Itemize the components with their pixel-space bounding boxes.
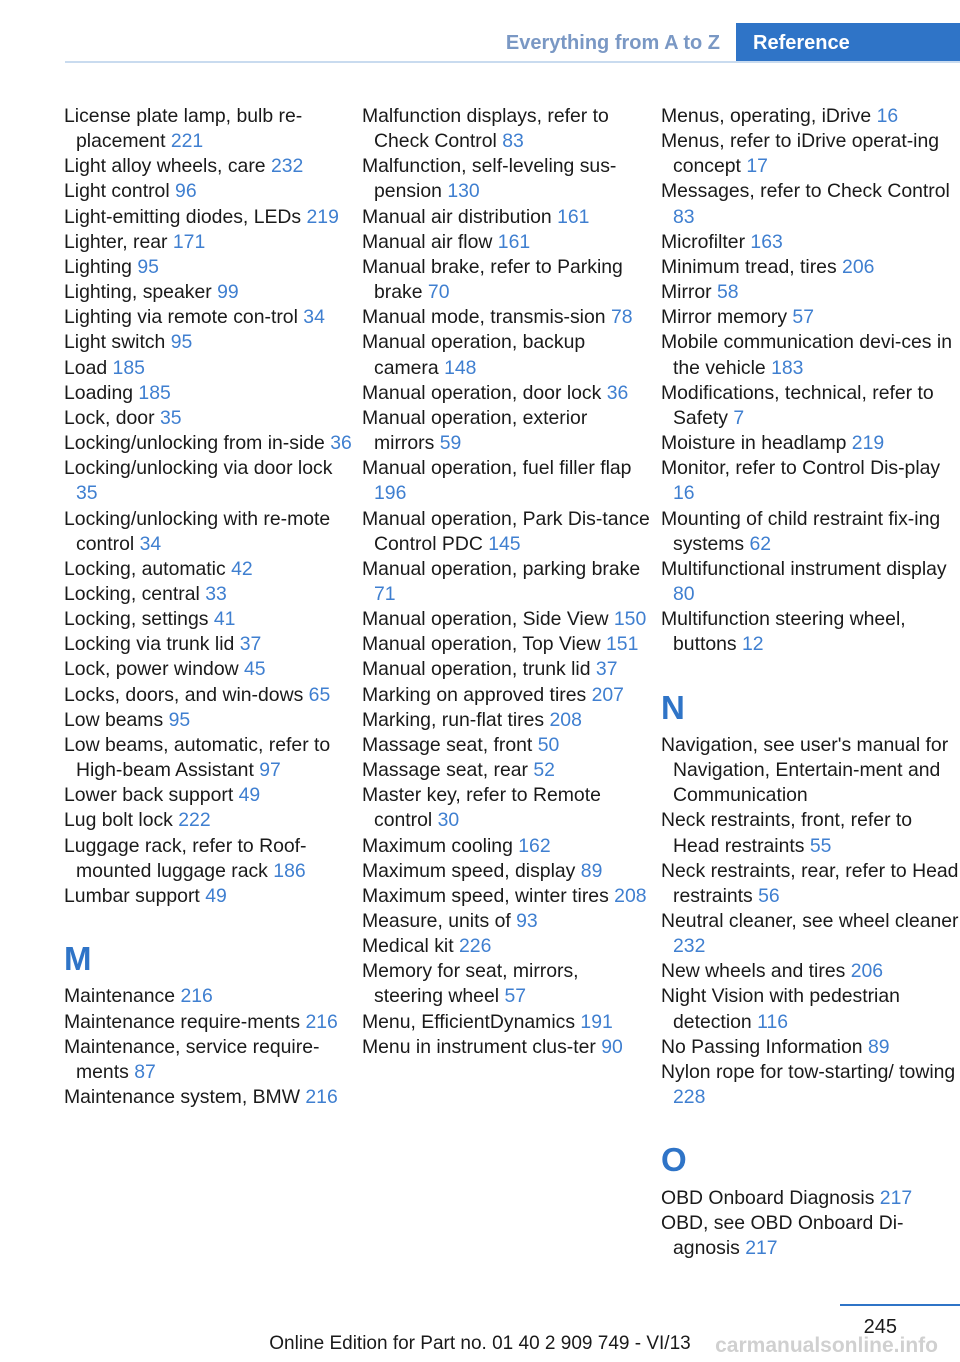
index-entry xyxy=(362,507,652,557)
index-entry-term: Lock, power window xyxy=(64,658,239,681)
index-entry xyxy=(362,708,652,733)
index-letter-heading: O xyxy=(661,1141,687,1179)
index-entry xyxy=(362,632,652,657)
index-entry-term: Microfilter xyxy=(661,230,746,253)
index-entry-page-link[interactable]: 208 xyxy=(614,884,647,907)
index-entry xyxy=(661,431,960,456)
index-entry-term: Manual operation, Park Dis-tance Control PDC xyxy=(362,507,650,555)
header-divider xyxy=(65,61,960,63)
index-entry-term: Locking/unlocking with re-mote control xyxy=(64,507,331,555)
index-entry xyxy=(64,255,354,280)
index-entry xyxy=(362,959,652,1009)
index-entry-page-link[interactable]: 95 xyxy=(137,255,159,278)
index-entry-term: Measure, units of xyxy=(362,910,511,932)
index-entry xyxy=(64,1035,354,1085)
index-entry-term: Master key, refer to Remote control xyxy=(362,784,601,832)
index-entry xyxy=(64,154,354,179)
index-entry-page-link[interactable]: 52 xyxy=(533,759,555,782)
index-entry xyxy=(661,179,960,229)
index-entry xyxy=(64,808,354,833)
index-entry xyxy=(362,255,652,305)
index-entry xyxy=(362,859,652,884)
index-entry-term: Locking, automatic xyxy=(64,557,226,580)
page-header xyxy=(0,23,960,63)
index-entry-term: Multifunctional instrument display xyxy=(661,557,947,580)
index-entry-term: Neck restraints, front, refer to Head restraints xyxy=(661,809,913,857)
index-entry xyxy=(661,733,960,808)
index-entry xyxy=(661,909,960,959)
index-entry-page-link[interactable]: 150 xyxy=(613,608,647,631)
index-entry-page-link[interactable]: 163 xyxy=(750,230,783,253)
index-entry-page-link[interactable]: 196 xyxy=(374,482,407,505)
index-entry xyxy=(64,733,354,783)
index-entry-term: Neutral cleaner, see wheel cleaner xyxy=(661,909,959,932)
index-entry xyxy=(362,104,652,154)
index-entry xyxy=(64,1085,354,1110)
index-entry-term: Navigation, see user's manual for Navigation, Entertain-ment and Communication xyxy=(661,733,949,807)
index-entry-term: Locks, doors, and win-dows xyxy=(64,683,304,706)
index-entry-term: Locking/unlocking via door lock xyxy=(64,457,333,480)
index-entry xyxy=(362,607,652,632)
index-entry-page-link[interactable]: 57 xyxy=(792,306,814,329)
index-entry-term: Massage seat, front xyxy=(362,733,533,756)
index-entry xyxy=(661,1060,960,1110)
index-entry-term: Night Vision with pedestrian detection xyxy=(661,985,900,1033)
index-letter-heading: M xyxy=(64,940,92,978)
index-entry-page-link[interactable]: 185 xyxy=(112,356,145,379)
index-letter-heading: N xyxy=(661,688,685,726)
index-entry-term: Manual operation, door lock xyxy=(362,381,602,404)
index-entry xyxy=(362,205,652,230)
index-entry-page-link[interactable]: 58 xyxy=(717,281,739,304)
index-entry-page-link[interactable]: 161 xyxy=(557,205,590,228)
index-entry-term: Lock, door xyxy=(64,406,155,429)
index-entry-page-link[interactable]: 228 xyxy=(673,1086,706,1109)
index-entry xyxy=(661,557,960,607)
index-entry-page-link[interactable]: 116 xyxy=(757,1010,789,1033)
index-entry-term: Locking, central xyxy=(64,582,200,605)
index-entry-page-link[interactable]: 219 xyxy=(306,205,339,228)
index-entry xyxy=(362,834,652,859)
index-entry xyxy=(661,507,960,557)
index-entry xyxy=(661,1211,960,1261)
index-entry xyxy=(362,406,652,456)
header-chapter-tab[interactable]: Reference xyxy=(736,23,960,63)
index-entry-page-link[interactable]: 33 xyxy=(205,582,227,605)
index-entry xyxy=(661,1186,960,1211)
index-entry-term: Malfunction, self-leveling sus-pension xyxy=(362,155,617,203)
index-entry xyxy=(362,934,652,959)
index-entry-term: Manual operation, exterior mirrors xyxy=(362,406,588,455)
index-entry-page-link[interactable]: 232 xyxy=(673,935,706,958)
index-entry-page-link[interactable]: 71 xyxy=(374,582,396,605)
index-entry xyxy=(64,683,354,708)
index-entry-term: Lug bolt lock xyxy=(64,809,173,832)
index-entry-term: Manual operation, trunk lid xyxy=(362,658,591,681)
index-entry xyxy=(64,456,354,506)
index-entry xyxy=(64,205,354,230)
index-entry xyxy=(64,507,354,557)
index-entry-page-link[interactable]: 56 xyxy=(758,884,780,907)
index-entry-term: Manual operation, Top View xyxy=(362,633,601,656)
index-entry-page-link[interactable]: 36 xyxy=(330,432,352,455)
index-entry-page-link[interactable]: 49 xyxy=(205,884,227,907)
index-entry xyxy=(64,230,354,255)
index-entry-page-link[interactable]: 65 xyxy=(308,683,331,706)
index-entry-page-link[interactable]: 42 xyxy=(231,557,253,580)
index-entry-page-link[interactable]: 232 xyxy=(270,155,304,178)
index-column-3 xyxy=(661,104,960,1261)
index-entry xyxy=(64,381,354,406)
index-entry-page-link[interactable]: 145 xyxy=(488,532,521,555)
index-entry-page-link[interactable]: 186 xyxy=(273,859,306,882)
index-entry xyxy=(661,808,960,858)
header-section-title: Everything from A to Z xyxy=(505,32,720,54)
index-entry-term: Loading xyxy=(64,381,134,404)
index-entry-page-link[interactable]: 35 xyxy=(76,482,98,505)
index-entry xyxy=(64,406,354,431)
index-entry-page-link[interactable]: 12 xyxy=(742,633,764,656)
index-entry-term: Maintenance, service require-ments xyxy=(64,1035,320,1083)
index-entry xyxy=(661,129,960,179)
index-entry xyxy=(64,557,354,582)
page-number: 245 xyxy=(863,1316,897,1338)
index-entry xyxy=(64,607,354,632)
index-entry-page-link[interactable]: 50 xyxy=(537,733,560,756)
index-entry-term: Low beams, automatic, refer to High-beam Assistant xyxy=(64,733,331,782)
index-entry xyxy=(661,1035,960,1060)
index-entry-page-link[interactable]: 57 xyxy=(504,985,527,1008)
index-entry xyxy=(362,683,652,708)
index-entry-page-link[interactable]: 83 xyxy=(502,130,524,153)
index-entry xyxy=(362,456,652,506)
index-entry xyxy=(64,582,354,607)
index-entry-term: Memory for seat, mirrors, steering wheel xyxy=(362,960,579,1008)
index-entry-page-link[interactable]: 95 xyxy=(170,331,193,354)
index-entry xyxy=(64,1010,354,1035)
index-entry-term: Lighting via remote con-trol xyxy=(64,306,298,329)
index-entry-page-link[interactable]: 171 xyxy=(172,230,206,253)
index-entry-page-link[interactable]: 62 xyxy=(749,532,772,555)
index-entry xyxy=(64,632,354,657)
index-entry-page-link[interactable]: 207 xyxy=(591,683,624,706)
index-entry-page-link[interactable]: 34 xyxy=(303,306,325,329)
footer-edition: Online Edition for Part no. 01 40 2 909 749 - VI/13 xyxy=(269,1333,691,1354)
index-entry-term: Minimum tread, tires xyxy=(661,255,837,278)
index-entry-page-link[interactable]: 185 xyxy=(138,381,171,404)
index-entry xyxy=(362,758,652,783)
index-entry xyxy=(661,330,960,380)
index-entry-page-link[interactable]: 216 xyxy=(180,985,213,1008)
index-entry-page-link[interactable]: 97 xyxy=(259,759,281,782)
index-entry-page-link[interactable]: 89 xyxy=(867,1035,890,1058)
index-entry xyxy=(362,381,652,406)
index-entry-term: Manual operation, Side View xyxy=(362,608,609,631)
index-entry xyxy=(362,330,652,380)
index-entry-page-link[interactable]: 161 xyxy=(497,230,531,253)
index-entry-term: New wheels and tires xyxy=(661,960,846,983)
index-entry-page-link[interactable]: 78 xyxy=(610,306,633,329)
index-entry-page-link[interactable]: 17 xyxy=(746,155,768,178)
index-entry-page-link[interactable]: 191 xyxy=(580,1010,613,1033)
index-entry-term: Light control xyxy=(64,180,170,203)
index-entry xyxy=(362,657,652,682)
index-entry-term: Maximum cooling xyxy=(362,834,513,857)
index-entry-term: Maximum speed, display xyxy=(362,859,576,882)
index-entry-term: Neck restraints, rear, refer to Head restraints xyxy=(661,859,959,907)
index-entry xyxy=(362,783,652,833)
index-entry-page-link[interactable]: 99 xyxy=(217,281,239,304)
index-entry-page-link[interactable]: 217 xyxy=(879,1186,913,1209)
index-entry-term: Menu, EfficientDynamics xyxy=(362,1010,576,1033)
index-entry-term: Menu in instrument clus-ter xyxy=(362,1035,596,1058)
index-entry xyxy=(661,305,960,330)
index-entry-term: Maximum speed, winter tires xyxy=(362,884,609,907)
index-entry xyxy=(362,1035,652,1060)
index-entry-page-link[interactable]: 37 xyxy=(239,633,262,656)
index-entry-term: Maintenance system, BMW xyxy=(64,1086,300,1109)
index-entry-page-link[interactable]: 49 xyxy=(238,784,261,807)
index-column-1 xyxy=(64,104,354,1110)
index-entry xyxy=(661,859,960,909)
index-entry xyxy=(661,255,960,280)
index-entry-term: Manual operation, parking brake xyxy=(362,557,641,580)
index-entry-page-link[interactable]: 226 xyxy=(459,935,492,958)
index-entry-term: Lighting xyxy=(64,255,132,278)
index-entry-term: Light switch xyxy=(64,331,166,354)
index-entry-term: OBD, see OBD Onboard Di-agnosis xyxy=(661,1211,904,1259)
index-entry-term: Messages, refer to Check Control xyxy=(661,180,950,203)
index-entry-term: Mirror memory xyxy=(661,306,788,329)
index-entry xyxy=(661,381,960,431)
index-entry xyxy=(64,657,354,682)
index-entry xyxy=(661,280,960,305)
index-entry-term: Moisture in headlamp xyxy=(661,432,847,455)
index-entry-page-link[interactable]: 208 xyxy=(549,708,582,731)
index-entry xyxy=(362,733,652,758)
index-entry-page-link[interactable]: 93 xyxy=(516,910,538,932)
index-entry-page-link[interactable]: 41 xyxy=(213,608,236,631)
index-entry-term: Manual operation, fuel filler flap xyxy=(362,457,632,480)
index-entry-term: Manual air distribution xyxy=(362,205,552,228)
index-entry-term: Manual air flow xyxy=(362,230,493,253)
index-entry xyxy=(362,1010,652,1035)
index-entry-term: Low beams xyxy=(64,708,164,731)
index-entry-page-link[interactable]: 59 xyxy=(439,432,462,455)
footer-divider xyxy=(840,1304,960,1306)
index-entry-term: Manual operation, backup camera xyxy=(362,331,586,379)
index-entry-page-link[interactable]: 36 xyxy=(606,381,629,404)
index-entry-page-link[interactable]: 80 xyxy=(673,582,695,605)
index-entry-term: Maintenance require-ments xyxy=(64,1010,301,1033)
index-entry-page-link[interactable]: 83 xyxy=(673,205,695,228)
watermark: carmanualsonline.info xyxy=(715,1334,938,1357)
index-entry xyxy=(64,884,354,909)
index-entry-term: Locking/unlocking from in-side xyxy=(64,432,325,455)
index-entry-page-link[interactable]: 45 xyxy=(244,658,266,681)
index-entry-term: Massage seat, rear xyxy=(362,759,528,782)
index-entry xyxy=(661,607,960,657)
index-entry-term: Mirror xyxy=(661,281,712,304)
index-entry xyxy=(661,104,960,129)
index-entry-page-link[interactable]: 96 xyxy=(175,180,197,203)
index-entry-term: Mobile communication devi-ces in the vehicle xyxy=(661,331,952,379)
index-entry-page-link[interactable]: 34 xyxy=(139,532,162,555)
index-entry xyxy=(362,557,652,607)
index-entry xyxy=(362,154,652,204)
index-entry-term: Lumbar support xyxy=(64,884,200,907)
index-entry-term: Nylon rope for tow-starting/ towing xyxy=(661,1060,956,1083)
index-entry xyxy=(64,330,354,355)
index-entry-term: License plate lamp, bulb re-placement xyxy=(64,105,303,153)
index-entry-term: Marking on approved tires xyxy=(362,683,587,706)
index-entry-page-link[interactable]: 130 xyxy=(447,180,480,203)
index-entry-term: Menus, operating, iDrive xyxy=(661,105,872,127)
index-entry xyxy=(661,984,960,1034)
index-entry-term: Light alloy wheels, care xyxy=(64,155,266,178)
index-entry xyxy=(661,959,960,984)
index-entry-page-link[interactable]: 90 xyxy=(601,1035,623,1058)
index-entry-term: Monitor, refer to Control Dis-play xyxy=(661,457,941,480)
index-entry-term: Mounting of child restraint fix-ing systems xyxy=(661,507,941,555)
index-entry xyxy=(362,305,652,330)
index-entry xyxy=(64,305,354,330)
index-entry-page-link[interactable]: 206 xyxy=(842,255,875,278)
index-entry xyxy=(64,280,354,305)
index-entry-page-link[interactable]: 216 xyxy=(305,1086,338,1109)
index-entry-term: Lighter, rear xyxy=(64,230,168,253)
index-entry-term: Lower back support xyxy=(64,784,234,807)
index-entry-page-link[interactable]: 217 xyxy=(745,1236,778,1259)
index-entry-page-link[interactable]: 37 xyxy=(595,658,618,681)
index-entry xyxy=(661,230,960,255)
index-entry xyxy=(661,456,960,506)
index-entry-term: OBD Onboard Diagnosis xyxy=(661,1186,875,1209)
index-entry-page-link[interactable]: 30 xyxy=(437,809,460,832)
index-entry-page-link[interactable]: 151 xyxy=(606,633,639,656)
index-entry-term: Luggage rack, refer to Roof-mounted luggage rack xyxy=(64,834,307,882)
index-entry xyxy=(64,984,354,1009)
index-entry xyxy=(64,431,354,456)
index-entry-page-link[interactable]: 219 xyxy=(851,432,885,455)
index-entry xyxy=(64,783,354,808)
index-entry-page-link[interactable]: 70 xyxy=(427,281,450,304)
index-entry xyxy=(64,708,354,733)
index-entry-page-link[interactable]: 95 xyxy=(168,708,191,731)
index-entry-page-link[interactable]: 35 xyxy=(159,406,182,429)
index-entry-term: Maintenance xyxy=(64,985,176,1008)
index-entry-page-link[interactable]: 222 xyxy=(178,809,211,832)
index-entry-term: Modifications, technical, refer to Safety xyxy=(661,381,934,429)
index-entry-page-link[interactable]: 183 xyxy=(771,356,804,379)
index-entry-term: Lighting, speaker xyxy=(64,281,212,304)
index-entry-page-link[interactable]: 216 xyxy=(305,1010,338,1033)
index-entry-term: Menus, refer to iDrive operat-ing concept xyxy=(661,130,940,178)
index-entry-page-link[interactable]: 206 xyxy=(850,960,884,983)
index-entry-page-link[interactable]: 87 xyxy=(134,1060,156,1083)
index-entry-page-link[interactable]: 16 xyxy=(876,105,899,127)
index-entry xyxy=(64,104,354,154)
index-entry xyxy=(362,884,652,909)
index-entry-term: Multifunction steering wheel, buttons xyxy=(661,608,906,656)
index-entry-page-link[interactable]: 162 xyxy=(518,834,551,857)
index-entry xyxy=(64,356,354,381)
index-entry-term: Medical kit xyxy=(362,935,454,958)
index-entry-term: Manual mode, transmis-sion xyxy=(362,306,606,329)
index-entry-term: Malfunction displays, refer to Check Control xyxy=(362,105,609,153)
index-entry-term: Marking, run-flat tires xyxy=(362,708,545,731)
index-entry xyxy=(362,230,652,255)
index-entry-term: Locking via trunk lid xyxy=(64,633,235,656)
index-entry xyxy=(64,834,354,884)
index-entry-term: Load xyxy=(64,356,108,379)
index-entry-term: Locking, settings xyxy=(64,608,209,631)
index-entry-term: Light-emitting diodes, LEDs xyxy=(64,205,302,228)
index-entry-page-link[interactable]: 7 xyxy=(733,406,745,429)
index-entry-term: No Passing Information xyxy=(661,1035,863,1058)
index-entry-page-link[interactable]: 16 xyxy=(673,482,695,505)
index-entry-page-link[interactable]: 89 xyxy=(580,859,603,882)
index-entry-term: Manual brake, refer to Parking brake xyxy=(362,255,623,304)
index-entry xyxy=(64,179,354,204)
index-entry-page-link[interactable]: 55 xyxy=(809,834,832,857)
index-column-2 xyxy=(362,104,652,1060)
index-entry-page-link[interactable]: 148 xyxy=(444,356,477,379)
index-entry xyxy=(362,909,652,934)
index-entry-page-link[interactable]: 221 xyxy=(170,130,204,153)
